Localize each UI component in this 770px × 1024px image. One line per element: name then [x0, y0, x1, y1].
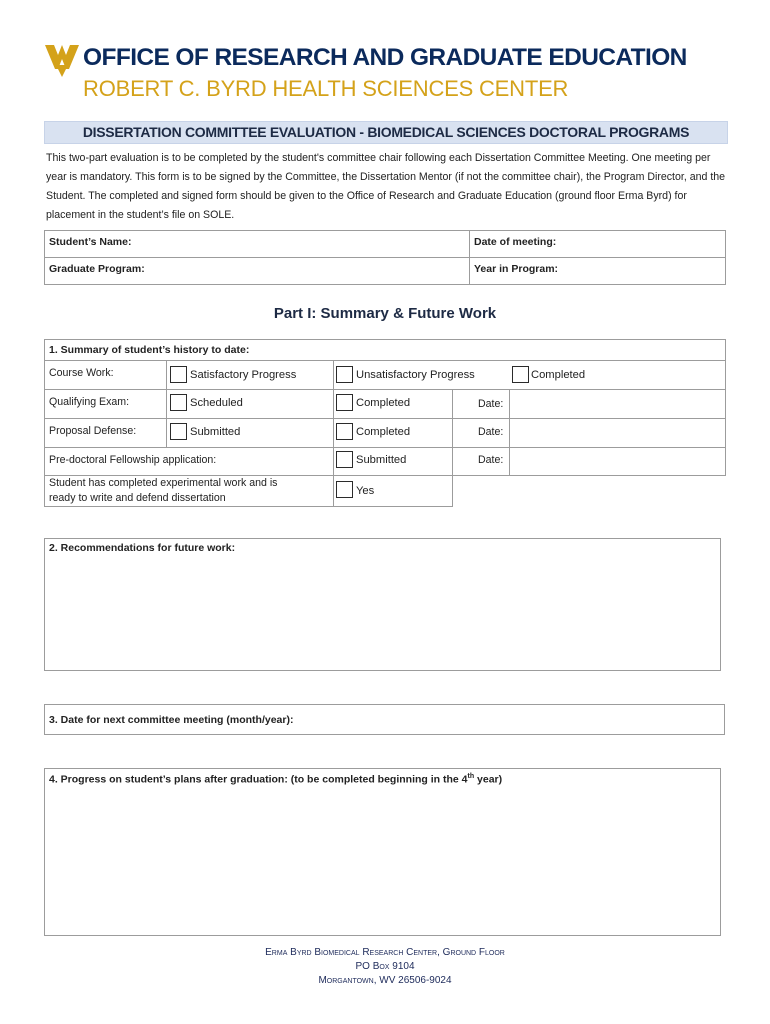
recommendations-box[interactable] — [44, 538, 721, 671]
qe-completed-checkbox[interactable] — [336, 394, 353, 411]
unsatisfactory-label: Unsatisfactory Progress — [356, 369, 475, 381]
pd-submitted-checkbox[interactable] — [170, 423, 187, 440]
ready-yes-label: Yes — [356, 485, 375, 497]
fellowship-submitted-label: Submitted — [356, 454, 407, 466]
footer-line3: Morgantown, WV 26506-9024 — [318, 975, 452, 986]
center-subtitle: ROBERT C. BYRD HEALTH SCIENCES CENTER — [83, 76, 569, 101]
course-completed-checkbox[interactable] — [512, 366, 529, 383]
graduate-program-field[interactable]: Graduate Program: — [49, 263, 145, 275]
ready-yes-checkbox[interactable] — [336, 481, 353, 498]
satisfactory-label: Satisfactory Progress — [190, 369, 297, 381]
wv-logo-icon — [45, 45, 79, 77]
course-work-label: Course Work: — [49, 367, 114, 379]
ready-label-line2: ready to write and defend dissertation — [49, 492, 226, 504]
qualifying-exam-label: Qualifying Exam: — [49, 396, 130, 408]
section4-title: 4. Progress on student’s plans after graduation: (to be completed beginning in the 4th year) — [49, 773, 503, 786]
post-graduation-box[interactable] — [44, 768, 721, 936]
pd-submitted-label: Submitted — [190, 426, 241, 438]
student-name-field[interactable]: Student’s Name: — [49, 236, 132, 248]
fellowship-submitted-checkbox[interactable] — [336, 451, 353, 468]
part1-heading: Part I: Summary & Future Work — [273, 305, 497, 322]
office-title: OFFICE OF RESEARCH AND GRADUATE EDUCATION — [83, 44, 687, 71]
qe-scheduled-checkbox[interactable] — [170, 394, 187, 411]
fellowship-date-input[interactable] — [510, 448, 724, 474]
qe-date-input[interactable] — [510, 390, 724, 417]
form-title-banner: DISSERTATION COMMITTEE EVALUATION - BIOMEDICAL SCIENCES DOCTORAL PROGRAMS — [44, 121, 728, 144]
year-in-program-field[interactable]: Year in Program: — [474, 263, 559, 275]
footer-line1: Erma Byrd Biomedical Research Center, Ground Floor — [265, 947, 505, 958]
section1-title: 1. Summary of student’s history to date: — [49, 344, 250, 356]
pd-completed-checkbox[interactable] — [336, 423, 353, 440]
pd-date-label: Date: — [478, 426, 504, 438]
section3-title: 3. Date for next committee meeting (month/year): — [49, 714, 294, 726]
section2-title: 2. Recommendations for future work: — [49, 542, 236, 554]
qe-scheduled-label: Scheduled — [190, 397, 243, 409]
intro-paragraph: This two-part evaluation is to be completed by the student's committee chair following each Dissertation Committee Meeting. One meeting per year is mandatory. This form is to be signed by the Committee, the Dissertation Mentor (if not the committee chair), the Program Director, and the Student. The completed and signed form should be given to the Office of Research and Graduate Education (ground floor Erma Byrd) for placement in the student’s file on SOLE. — [46, 152, 726, 221]
pd-date-input[interactable] — [510, 419, 724, 446]
fellowship-date-label: Date: — [478, 454, 504, 466]
unsatisfactory-checkbox[interactable] — [336, 366, 353, 383]
proposal-defense-label: Proposal Defense: — [49, 425, 137, 437]
qe-completed-label: Completed — [356, 397, 411, 409]
pd-completed-label: Completed — [356, 426, 411, 438]
course-completed-label: Completed — [531, 369, 586, 381]
footer-line2: PO Box 9104 — [355, 961, 415, 972]
fellowship-label: Pre-doctoral Fellowship application: — [49, 454, 217, 466]
date-of-meeting-field[interactable]: Date of meeting: — [474, 236, 557, 248]
qe-date-label: Date: — [478, 398, 504, 410]
ready-label-line1: Student has completed experimental work and is — [49, 477, 278, 489]
satisfactory-checkbox[interactable] — [170, 366, 187, 383]
